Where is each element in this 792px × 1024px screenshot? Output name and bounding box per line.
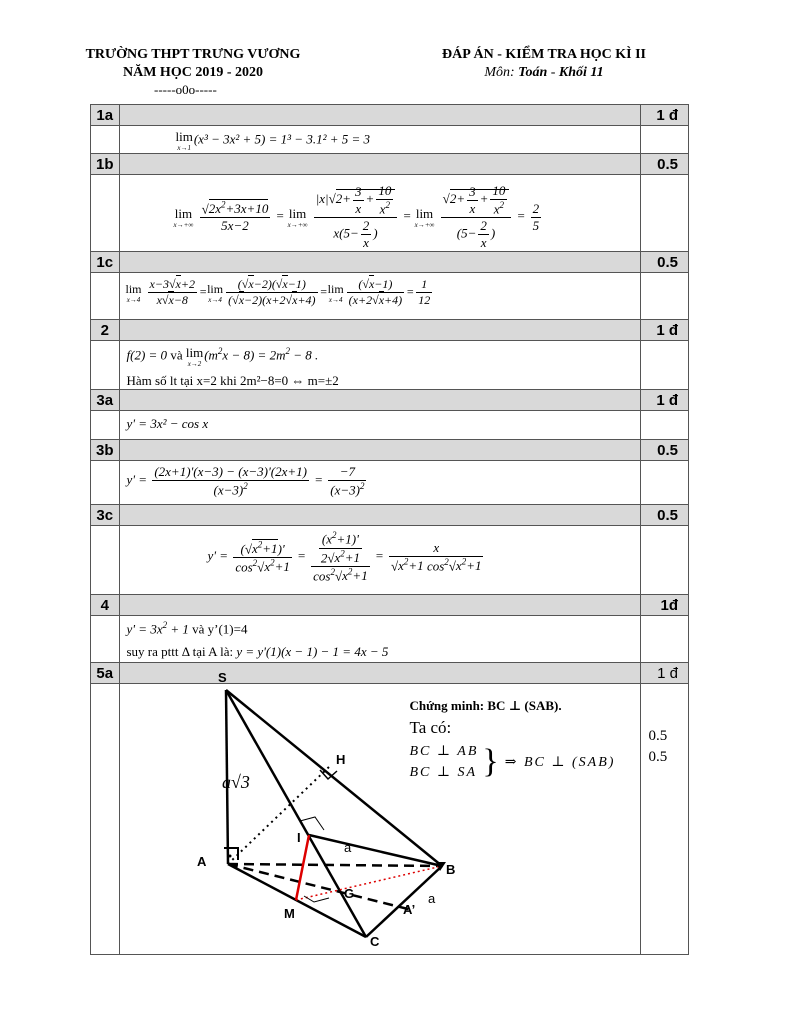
answer-row-3b — [91, 461, 689, 505]
label-B: B — [445, 862, 455, 878]
answer-row-4 — [91, 616, 689, 663]
proof-block — [410, 698, 616, 782]
label-height: a√3 — [221, 772, 250, 793]
label-H: H — [335, 752, 345, 768]
question-row-1a — [91, 105, 689, 126]
exam-subject: Môn: Toán - Khối 11 — [484, 65, 604, 80]
label-C: C — [369, 934, 379, 950]
question-row-1b — [91, 154, 689, 175]
school-header — [60, 46, 326, 82]
answer-row-5a — [91, 684, 689, 955]
proof-title: Chứng minh: BC ⊥ (SAB). — [409, 698, 562, 714]
question-row-3c — [91, 505, 689, 526]
answer-1c: lim x→4 $\frac{x-3√x+2}{x√x-8}$ =lim x→4 $\frac{(√x-2)(√x-1)}{(√x-2)(x+2√x+4)}$ =lim x→4 $\frac{(√x-1)}{(x+2√x+4)}$ = $\frac{1}{12}$ — [125, 277, 431, 308]
answer-3a: y' = 3x² − cos x — [126, 416, 209, 432]
answer-row-3c — [91, 526, 689, 595]
question-row-1c — [91, 252, 689, 273]
question-row-2 — [91, 320, 689, 341]
segment-AA-prime — [228, 864, 412, 910]
label-a-1: a — [343, 840, 351, 856]
pyramid-figure — [120, 670, 460, 954]
question-label: 2 — [91, 320, 120, 341]
answer-1a: lim x→1 (x³ − 3x² + 5) = 1³ − 3.1² + 5 = 3 — [175, 129, 371, 152]
answer-5a-scores: 0.5 0.5 — [648, 728, 668, 766]
answer-row-2 — [91, 341, 689, 390]
school-year: NĂM HỌC 2019 - 2020 — [123, 65, 263, 80]
question-row-3b — [91, 440, 689, 461]
question-label: 3b — [91, 440, 120, 461]
label-G: G — [343, 886, 354, 902]
answer-1b: lim x→+∞ $\frac{√2x^2+3x+10}{5x-2}$ = lim x→+∞ |x|√2+ $\frac{3}{x}$ + $\frac{10}{x^2}$ x(5− $\frac{2}{x}$ ) = lim x→+∞ √2+ $\frac{3}{x}$ + $\frac{10}{x^2}$ (5− $\frac{2}{x}$ ) = $\frac{2}{5}$ — [173, 183, 540, 251]
answer-2: f(2) = 0 và lim x→2 $(m^2x - 8) = 2m^2 - 8$ . Hàm số lt tại x=2 khi 2m²−8=0 ⇔ m=±2 — [126, 345, 339, 389]
segment-MB — [296, 866, 442, 900]
label-a-2: a — [427, 891, 435, 907]
question-score: 1 đ — [640, 390, 689, 411]
proof-intro: Ta có: — [409, 718, 452, 738]
right-angle-A — [224, 848, 238, 860]
question-score: 0.5 — [640, 440, 689, 461]
label-A: A — [196, 854, 206, 870]
question-label: 3a — [91, 390, 120, 411]
exam-header — [418, 46, 670, 82]
label-I: I — [296, 830, 301, 846]
angle-mark-M — [304, 896, 329, 902]
header-separator: -----o0o----- — [154, 82, 217, 97]
question-score: 1 đ — [640, 320, 689, 341]
question-label: 3c — [91, 505, 120, 526]
question-score: 0.5 — [640, 505, 689, 526]
label-M: M — [283, 906, 295, 922]
question-score: 0.5 — [640, 252, 689, 273]
question-row-5a — [91, 663, 689, 684]
label-A-prime: A’ — [402, 902, 415, 918]
answer-row-1c — [91, 273, 689, 320]
answer-row-1a — [91, 126, 689, 154]
question-row-4 — [91, 595, 689, 616]
exam-title: ĐÁP ÁN - KIỂM TRA HỌC KÌ II — [442, 47, 646, 62]
question-score: 1 đ — [640, 663, 689, 684]
answer-row-3a — [91, 411, 689, 440]
question-score: 1 đ — [640, 105, 689, 126]
proof-system: BC ⊥ AB BC ⊥ SA } ⇒ BC ⊥ (SAB) — [409, 743, 616, 781]
answer-3c: y' = $\frac{(√x^2+1)'}{\cos^2√x^2+1}$ = $\frac{\frac{(x^2+1)'}{2√x^2+1}}{\cos^2√x^2+1}$ = $\frac{x}{√x^2+1 \cos^2√x^2+1}$ — [207, 530, 482, 584]
question-label: 4 — [91, 595, 120, 616]
answer-row-1b — [91, 175, 689, 252]
question-label: 1c — [91, 252, 120, 273]
answer-table — [90, 104, 689, 955]
answer-3b: y' = $\frac{(2x+1)'(x-3) - (x-3)'(2x+1)}{(x-3)^2}$ = $\frac{-7}{(x-3)^2}$ — [126, 464, 365, 498]
answer-4: $y' = 3x^2 + 1$ và y’(1)=4 suy ra pttt Δ tại A là: y = y'(1)(x − 1) − 1 = 4x − 5 — [126, 620, 389, 659]
edge-AB — [228, 864, 442, 866]
question-label: 5a — [91, 663, 120, 684]
question-label: 1a — [91, 105, 120, 126]
question-row-3a — [91, 390, 689, 411]
answer-5a — [120, 670, 640, 954]
question-score: 0.5 — [640, 154, 689, 175]
label-S: S — [217, 670, 227, 686]
question-score: 1đ — [640, 595, 689, 616]
question-label: 1b — [91, 154, 120, 175]
school-name: TRƯỜNG THPT TRƯNG VƯƠNG — [85, 47, 301, 62]
point-A — [228, 855, 231, 858]
